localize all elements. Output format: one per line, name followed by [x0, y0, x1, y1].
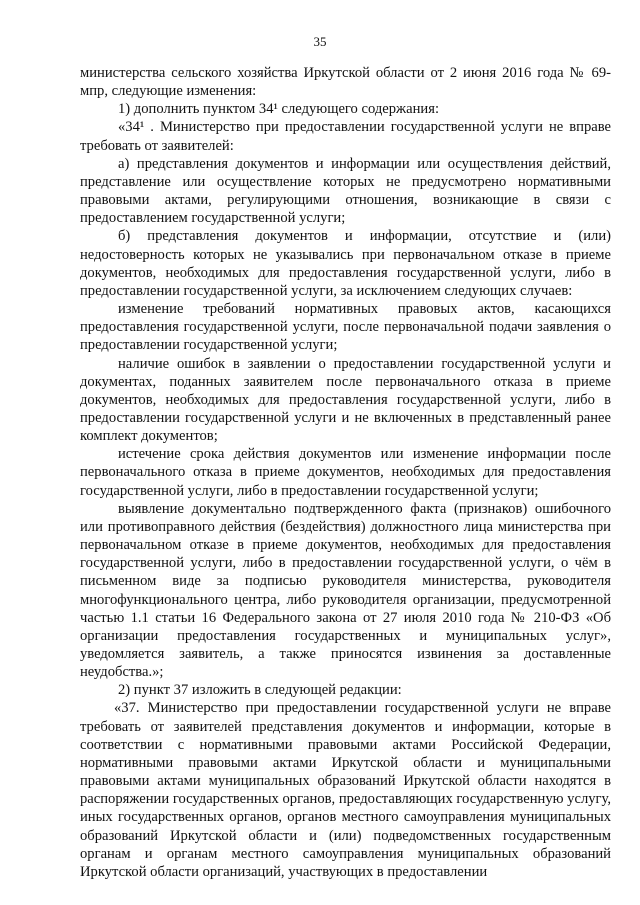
page-number: 35 [313, 34, 327, 49]
paragraph: наличие ошибок в заявлении о предоставлении государственной услуги и документах, поданных заявителем после первоначального отказа в приеме документов, необходимых для предоставления государственной услуги, либо в предоставлении государственной услуги и не включенных в представленный ранее комплект документов; [80, 355, 611, 445]
paragraph: истечение срока действия документов или изменение информации после первоначального отказа в приеме документов, необходимых для предоставления государственной услуги, либо в предоставлении государственной услуги; [80, 446, 611, 499]
paragraph: 2) пункт 37 изложить в следующей редакции: [118, 682, 402, 699]
paragraph: изменение требований нормативных правовых актов, касающихся предоставления государственной услуги, после первоначальной подачи заявления о предоставлении государственной услуги; [80, 301, 611, 354]
paragraph: министерства сельского хозяйства Иркутской области от 2 июня 2016 года № 69-мпр, следующие изменения: [80, 65, 611, 100]
paragraph: «37. Министерство при предоставлении государственной услуги не вправе требовать от заявителей представления документов и информации, которые в соответствии с нормативными правовыми актами Российской Федерации, нормативными правовыми актами Иркутской области и муниципальными правовыми актами муниципальных образований Иркутской области находятся в распоряжении государственных органов, предоставляющих государственную услугу, иных государственных органов, органов местного самоуправления муниципальных образований Иркутской области и (или) подведомственных государственным органам и органам местного самоуправления муниципальных образований Иркутской области организаций, участвующих в предоставлении [80, 700, 611, 880]
paragraph: «34¹ . Министерство при предоставлении государственной услуги не вправе требовать от заявителей: [80, 119, 611, 154]
paragraph: а) представления документов и информации или осуществления действий, представление или осуществление которых не предусмотрено нормативными правовыми актами, регулирующими отношения, возникающие в связи с предоставлением государственной услуги; [80, 155, 611, 227]
paragraph: 1) дополнить пунктом 34¹ следующего содержания: [118, 101, 439, 118]
paragraph: выявление документально подтвержденного факта (признаков) ошибочного или противоправного действия (бездействия) должностного лица министерства при первоначальном отказе в приеме документов, необходимых для предоставления государственной услуги, либо в предоставлении государственной услуги, о чём в письменном виде за подписью руководителя министерства, руководителя многофункционального центра, либо руководителя организации, предусмотренной частью 1.1 статьи 16 Федерального закона от 27 июля 2010 года № 210-ФЗ «Об организации предоставления государственных и муниципальных услуг», уведомляется заявитель, а также приносятся извинения за доставленные неудобства.»; [80, 500, 611, 681]
paragraph: б) представления документов и информации, отсутствие и (или) недостоверность которых не указывались при первоначальном отказе в приеме документов, необходимых для предоставления государственной услуги, либо в предоставлении государственной услуги, за исключением следующих случаев: [80, 228, 611, 299]
document-body [80, 64, 611, 881]
